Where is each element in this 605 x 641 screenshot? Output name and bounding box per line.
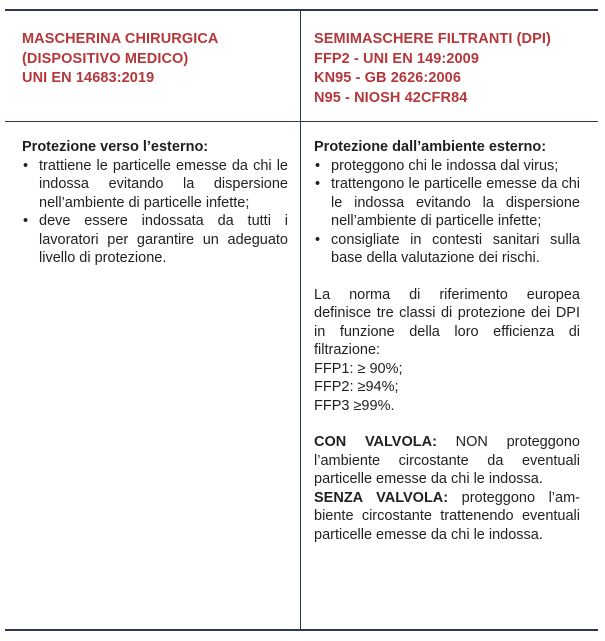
filter-class-line: FFP2: ≥94%;: [314, 379, 399, 395]
spacer: [314, 268, 580, 286]
no-valve-label: SENZA VALVOLA:: [314, 489, 449, 506]
filtering-mask-header: [314, 30, 589, 108]
bullet-list: [22, 157, 288, 268]
valve-label: CON VALVOLA:: [314, 434, 437, 450]
header-divider: [5, 121, 598, 122]
header-line: (DISPOSITIVO MEDICO): [22, 50, 189, 67]
valve-paragraph: [314, 433, 580, 489]
header-line: N95 - NIOSH 42CFR84: [314, 89, 468, 106]
list-item: • proteggono chi le indossa dal virus;: [314, 157, 580, 176]
header-line: UNI EN 14683:2019: [22, 70, 155, 86]
column-subtitle: Protezione verso l’esterno:: [22, 139, 209, 155]
column-divider: [300, 11, 301, 629]
valve-text: NON proteggono l’ambiente circostante da eventuali particelle emesse da chi le indossa.: [314, 434, 580, 487]
header-line: FFP2 - UNI EN 149:2009: [314, 50, 479, 67]
header-line: MASCHERINA CHIRURGICA: [22, 31, 219, 47]
spacer: [314, 415, 580, 433]
list-item: • trattengono le particelle emesse da chi le indossa evitando la dispersione nell’ambiente di particelle infette;: [314, 175, 580, 231]
table-bottom-border: [5, 629, 598, 631]
column-subtitle: Protezione dall’ambiente esterno:: [314, 139, 547, 155]
table-top-border: [5, 9, 598, 11]
header-line: KN95 - GB 2626:2006: [314, 70, 461, 86]
no-valve-paragraph: [314, 489, 580, 545]
filter-class-line: FFP1: ≥ 90%;: [314, 360, 403, 377]
no-valve-text: proteggono l’ambiente circostante trattenendo eventuali particelle emesse da chi le indossa.: [314, 489, 580, 543]
list-item: • trattiene le particelle emesse da chi le indossa evitando la dispersione nell’ambiente di particelle infette;: [22, 157, 288, 213]
surgical-mask-column: [22, 138, 288, 268]
surgical-mask-header: [22, 30, 287, 89]
filtering-mask-column: [314, 138, 580, 544]
header-line: SEMIMASCHERE FILTRANTI (DPI): [314, 31, 551, 47]
list-item: • deve essere indossata da tutti i lavoratori per garantire un adeguato livello di protezione.: [22, 212, 288, 268]
filter-class-line: FFP3 ≥99%.: [314, 397, 395, 414]
list-item: • consigliate in contesti sanitari sulla base della valutazione dei rischi.: [314, 231, 580, 268]
bullet-list: [314, 157, 580, 268]
norm-paragraph: La norma di riferimento europea definisce tre classi di protezione dei DPI in funzione della loro efficienza di filtrazione:: [314, 286, 580, 358]
